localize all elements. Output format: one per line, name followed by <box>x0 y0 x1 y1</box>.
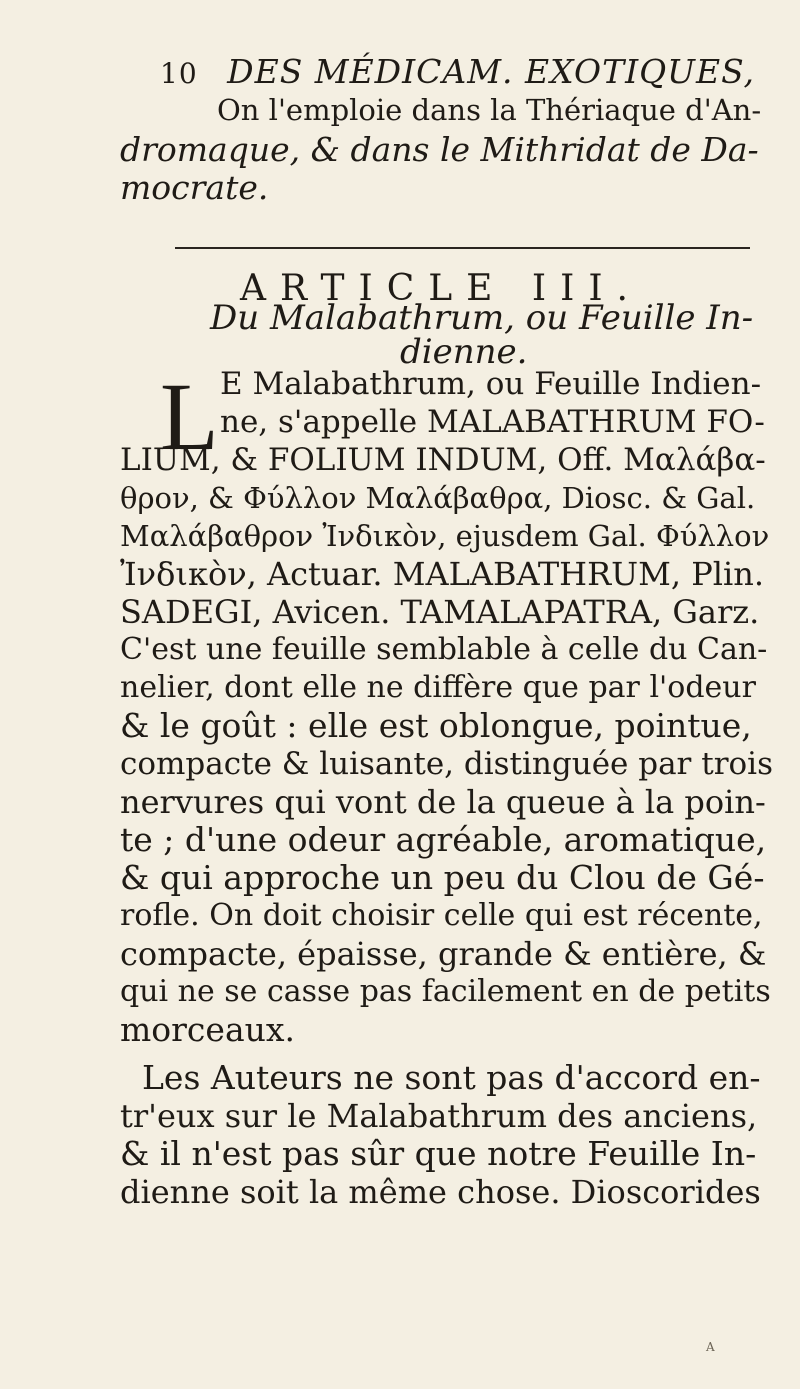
text-line: mocrate. <box>120 168 269 207</box>
text-line: dienne soit la même chose. Dioscorides <box>120 1173 761 1211</box>
text-line: Les Auteurs ne sont pas d'accord en- <box>142 1058 761 1097</box>
text-line: SADEGI, Avicen. TAMALAPATRA, Garz. <box>120 593 760 631</box>
text-line: compacte, épaisse, grande & entière, & <box>120 935 767 973</box>
text-line: nervures qui vont de la queue à la poin- <box>120 783 766 821</box>
text-line: nelier, dont elle ne diffère que par l'odeur <box>120 670 756 705</box>
text-line: Μαλάβαθρον Ἰνδικὸν, ejusdem Gal. Φύλλον <box>120 519 770 553</box>
text-line: E Malabathrum, ou Feuille Indien- <box>220 366 762 402</box>
text-line: & qui approche un peu du Clou de Gé- <box>120 858 765 897</box>
running-title: DES MÉDICAM. EXOTIQUES, <box>227 52 755 91</box>
text-line: LIUM, & FOLIUM INDUM, Off. Μαλάβα- <box>120 442 766 478</box>
text-line: Ἰνδικὸν, Actuar. MALABATHRUM, Plin. <box>120 555 765 593</box>
text-line: rofle. On doit choisir celle qui est récente, <box>120 898 763 933</box>
running-header <box>160 52 780 91</box>
text-line: θρον, & Φύλλον Μαλάβαθρα, Diosc. & Gal. <box>120 481 756 515</box>
article-subtitle: Du Malabathrum, ou Feuille In- <box>210 298 754 338</box>
drop-cap: L <box>160 363 219 470</box>
article-subtitle: dienne. <box>400 332 528 372</box>
section-divider <box>175 247 750 249</box>
signature-mark: A <box>706 1340 715 1354</box>
text-line: & le goût : elle est oblongue, pointue, <box>120 706 752 745</box>
text-line: te ; d'une odeur agréable, aromatique, <box>120 820 767 859</box>
text-line: ne, s'appelle MALABATHRUM FO- <box>220 404 765 440</box>
text-line: morceaux. <box>120 1010 295 1049</box>
text-line: On l'emploie dans la Thériaque d'An- <box>217 93 762 127</box>
text-line: tr'eux sur le Malabathrum des anciens, <box>120 1097 758 1135</box>
article-heading: ARTICLE III. <box>240 268 642 309</box>
text-line: C'est une feuille semblable à celle du Can- <box>120 632 768 667</box>
page-number: 10 <box>160 57 198 90</box>
text-line: qui ne se casse pas facilement en de petits <box>120 974 771 1009</box>
text-line: dromaque, & dans le Mithridat de Da- <box>120 130 759 169</box>
text-line: & il n'est pas sûr que notre Feuille In- <box>120 1134 757 1173</box>
text-line: compacte & luisante, distinguée par trois <box>120 746 773 782</box>
